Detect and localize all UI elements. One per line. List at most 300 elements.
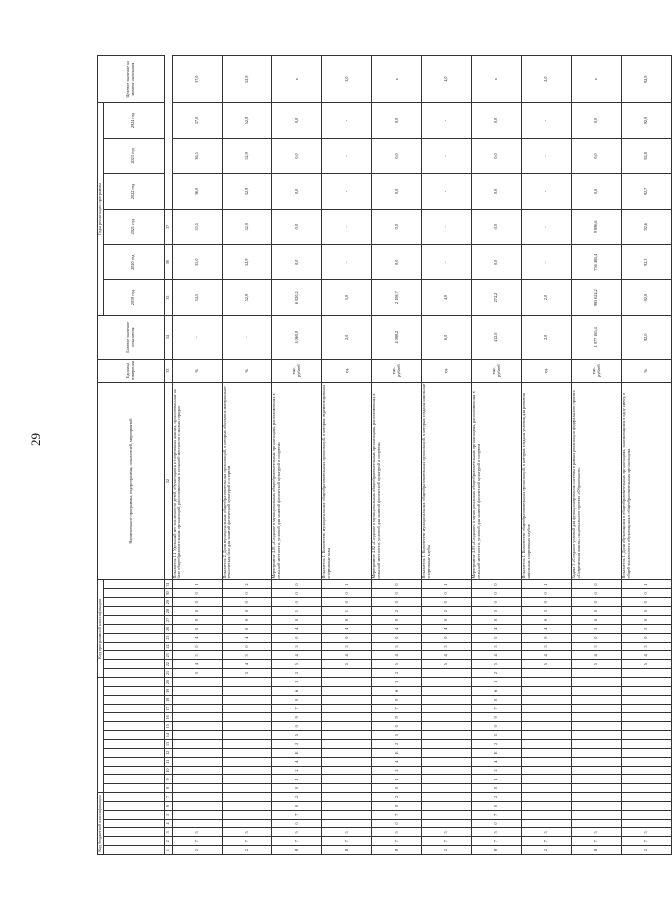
code-digit: 0 <box>272 589 322 598</box>
code-digit: 0 <box>472 633 522 642</box>
code-digit: 7 <box>622 837 672 846</box>
row-value-2022: 92,7 <box>622 174 672 209</box>
header-code-subcell <box>103 731 164 740</box>
code-digit: 2 <box>222 580 272 589</box>
header-code-subcell <box>103 598 164 607</box>
code-digit <box>172 722 222 731</box>
code-digit <box>522 704 572 713</box>
code-digit <box>522 766 572 775</box>
code-digit <box>222 810 272 819</box>
column-number: 28 <box>164 607 172 616</box>
code-digit <box>522 695 572 704</box>
column-number: 24 <box>164 642 172 651</box>
row-value-2021: - <box>522 209 572 244</box>
row-value-2024: 92,9 <box>622 103 672 138</box>
table-row <box>172 56 222 855</box>
header-code-subcell <box>103 748 164 757</box>
code-digit <box>422 713 472 722</box>
code-digit: 0 <box>372 589 422 598</box>
code-digit <box>222 740 272 749</box>
code-digit: 4 <box>472 757 522 766</box>
column-number: 7 <box>164 793 172 802</box>
code-digit <box>622 713 672 722</box>
code-digit: 0 <box>322 633 372 642</box>
column-number: 6 <box>164 801 172 810</box>
code-digit <box>422 722 472 731</box>
code-digit: 7 <box>322 837 372 846</box>
header-code-subcell <box>103 784 164 793</box>
code-digit <box>522 748 572 757</box>
row-value-2020: 0,0 <box>272 245 322 280</box>
code-digit <box>222 748 272 757</box>
header-code-subcell <box>103 757 164 766</box>
row-value-2024: - <box>422 103 472 138</box>
code-digit: 0 <box>172 642 222 651</box>
code-digit <box>422 819 472 828</box>
code-digit <box>622 748 672 757</box>
code-digit: 8 <box>372 846 422 855</box>
row-value-2019: 3,0 <box>322 280 372 315</box>
code-digit: 0 <box>372 598 422 607</box>
code-digit: 5 <box>322 642 372 651</box>
code-digit <box>172 757 222 766</box>
code-digit <box>622 695 672 704</box>
row-final-value: х <box>572 56 622 103</box>
code-digit: 5 <box>522 642 572 651</box>
header-final: Целевое значение на момент окончания <box>98 56 165 103</box>
code-digit <box>572 748 622 757</box>
code-digit: 0 <box>372 616 422 625</box>
code-digit: Е <box>372 748 422 757</box>
code-digit: 8 <box>322 846 372 855</box>
code-digit: 7 <box>572 837 622 846</box>
code-digit <box>322 704 372 713</box>
row-value-2024: 37,0 <box>172 103 222 138</box>
code-digit <box>572 722 622 731</box>
row-unit: тыс. рублей <box>372 359 422 382</box>
code-digit <box>572 704 622 713</box>
code-digit: 0 <box>272 598 322 607</box>
code-digit <box>322 784 372 793</box>
header-code-group: Код бюджетной классификации <box>98 793 104 855</box>
header-code-subcell <box>103 580 164 589</box>
row-value-2020: 0,0 <box>472 245 522 280</box>
code-digit: 5 <box>372 828 422 837</box>
row-name: Мероприятие 4.02 «Создание в муниципальных общеобразовательных организациях, расположенных в сельской местности, условий для занятий физической культурой и спортом» <box>372 382 422 580</box>
code-digit <box>222 784 272 793</box>
column-number: 26 <box>164 624 172 633</box>
code-digit: 0 <box>172 624 222 633</box>
row-final-value: 2,0 <box>522 56 572 103</box>
row-value-2023: 52,9 <box>222 138 272 173</box>
row-value-2023: 36,5 <box>172 138 222 173</box>
code-digit <box>322 766 372 775</box>
code-digit: 7 <box>422 837 472 846</box>
code-digit <box>172 775 222 784</box>
code-digit: 0 <box>522 616 572 625</box>
row-name: Показатель 1. Доля обучающихся в общеобразовательных организациях, занимающихся в одну смену, в общей численности обучающихся в общеобразовательных организациях <box>622 382 672 580</box>
code-digit <box>522 722 572 731</box>
row-value-2020: 92,3 <box>622 245 672 280</box>
code-digit: 2 <box>272 793 322 802</box>
code-digit: 4 <box>372 624 422 633</box>
row-value-2022: - <box>322 174 372 209</box>
code-digit <box>222 801 272 810</box>
code-digit: 1 <box>322 580 372 589</box>
code-digit <box>422 784 472 793</box>
code-digit: 0 <box>472 819 522 828</box>
column-number: 29 <box>164 598 172 607</box>
code-digit: 6 <box>372 686 422 695</box>
code-digit: 3 <box>472 607 522 616</box>
column-number: 22 <box>164 660 172 669</box>
row-base-value: 4 060,0 <box>272 315 322 359</box>
row-unit: % <box>622 359 672 382</box>
row-name: Показатель 1. Количество общеобразовательных организаций, в которых созданы условия для развития школьных спортивных клубов <box>522 382 572 580</box>
row-value-2022: 36,0 <box>172 174 222 209</box>
row-base-value: 6,0 <box>422 315 472 359</box>
code-digit: 2 <box>272 669 322 678</box>
code-digit <box>322 740 372 749</box>
code-digit <box>222 704 272 713</box>
code-digit: 2 <box>372 607 422 616</box>
table-row <box>272 56 322 855</box>
header-year-1: 2020 год <box>103 245 164 280</box>
code-digit: 0 <box>572 598 622 607</box>
code-digit: 5 <box>372 660 422 669</box>
column-number: 11 <box>164 757 172 766</box>
column-number: 3 <box>164 828 172 837</box>
column-number: 21 <box>164 669 172 678</box>
code-digit: 0 <box>622 598 672 607</box>
column-number: 14 <box>164 731 172 740</box>
code-digit: 5 <box>572 642 622 651</box>
row-value-2020: 52,9 <box>222 245 272 280</box>
row-value-2019: 6 020,2 <box>272 280 322 315</box>
row-value-2022: 0,0 <box>572 174 622 209</box>
code-digit <box>222 775 272 784</box>
code-digit: 0 <box>272 819 322 828</box>
code-digit: 1 <box>422 580 472 589</box>
column-number: 27 <box>164 616 172 625</box>
code-digit: 5 <box>622 624 672 633</box>
row-value-2021: 52,9 <box>222 209 272 244</box>
row-value-2020: 0,0 <box>372 245 422 280</box>
code-digit: 0 <box>572 589 622 598</box>
code-digit <box>522 757 572 766</box>
code-digit <box>172 704 222 713</box>
header-code-subcell <box>103 846 164 855</box>
header-code-subcell <box>103 677 164 686</box>
column-number: 32 <box>164 382 172 580</box>
code-digit: 0 <box>372 784 422 793</box>
code-digit: 1 <box>622 580 672 589</box>
row-value-2022: 0,0 <box>272 174 322 209</box>
code-digit: 8 <box>472 846 522 855</box>
code-digit <box>322 775 372 784</box>
code-digit: 0 <box>472 616 522 625</box>
code-digit <box>622 740 672 749</box>
code-digit: 7 <box>472 837 522 846</box>
row-value-2021: - <box>422 209 472 244</box>
header-unit: Единица измерения <box>98 359 165 382</box>
row-value-2023: 0,0 <box>372 138 422 173</box>
code-digit: 2 <box>472 793 522 802</box>
code-digit: 2 <box>172 846 222 855</box>
code-digit: 0 <box>572 633 622 642</box>
code-digit <box>522 686 572 695</box>
row-value-2024: 0,0 <box>572 103 622 138</box>
code-digit: 1 <box>472 677 522 686</box>
code-digit: 4 <box>372 651 422 660</box>
code-digit <box>622 704 672 713</box>
row-value-2020: 35,0 <box>172 245 222 280</box>
code-digit <box>622 669 672 678</box>
code-digit: 0 <box>372 801 422 810</box>
code-digit: 4 <box>222 660 272 669</box>
code-digit: 4 <box>422 624 472 633</box>
row-final-value: х <box>272 56 322 103</box>
code-digit <box>322 722 372 731</box>
code-digit: 2 <box>372 669 422 678</box>
code-digit: Е <box>272 748 322 757</box>
code-digit <box>422 775 472 784</box>
code-digit <box>222 757 272 766</box>
code-digit: 4 <box>622 651 672 660</box>
code-digit <box>622 757 672 766</box>
code-digit: 8 <box>272 846 322 855</box>
code-digit: 4 <box>172 660 222 669</box>
header-code-subcell <box>103 704 164 713</box>
code-digit <box>522 731 572 740</box>
header-code-subcell <box>103 607 164 616</box>
code-digit: 0 <box>372 695 422 704</box>
row-value-2023: 92,8 <box>622 138 672 173</box>
code-digit: 4 <box>372 757 422 766</box>
row-value-2019: 4,0 <box>422 280 472 315</box>
row-name: Показатель 1. Количество муниципальных общеобразовательных организаций, в которых созданы школьные спортивные клубы <box>422 382 472 580</box>
column-number: 23 <box>164 651 172 660</box>
row-value-2024: 0,0 <box>472 103 522 138</box>
row-value-2023: - <box>322 138 372 173</box>
code-digit: 5 <box>572 828 622 837</box>
header-code-subcell <box>103 793 164 802</box>
code-digit: 0 <box>372 722 422 731</box>
code-digit <box>622 731 672 740</box>
code-digit <box>522 793 572 802</box>
code-digit: 2 <box>372 793 422 802</box>
row-value-2022: 0,0 <box>472 174 522 209</box>
code-digit <box>172 695 222 704</box>
row-value-2024: 0,0 <box>372 103 422 138</box>
row-unit: тыс. рублей <box>572 359 622 382</box>
header-name: Наименование программы, подпрограммы, показателей, мероприятий <box>98 382 165 580</box>
column-number: 20 <box>164 677 172 686</box>
code-digit: 1 <box>372 775 422 784</box>
code-digit <box>522 810 572 819</box>
code-digit <box>222 731 272 740</box>
code-digit <box>322 801 372 810</box>
code-digit: 0 <box>472 801 522 810</box>
row-final-value: 37,0 <box>172 56 222 103</box>
code-digit: 0 <box>572 607 622 616</box>
column-number: 1 <box>164 846 172 855</box>
code-digit <box>422 757 472 766</box>
column-number: 5 <box>164 810 172 819</box>
code-digit <box>572 695 622 704</box>
code-digit: 1 <box>472 775 522 784</box>
header-program-code-group: Код программной классификации <box>98 580 104 677</box>
row-value-2019: 985 624,2 <box>572 280 622 315</box>
code-digit <box>172 677 222 686</box>
row-value-2019: 274,2 <box>472 280 522 315</box>
code-digit: 0 <box>572 616 622 625</box>
column-number: 18 <box>164 695 172 704</box>
row-value-2019: 34,5 <box>172 280 222 315</box>
row-value-2019: 2 108,7 <box>372 280 422 315</box>
code-digit: 7 <box>272 837 322 846</box>
code-digit: 5 <box>472 660 522 669</box>
code-digit <box>622 677 672 686</box>
code-digit <box>522 677 572 686</box>
row-value-2021: 9 896,6 <box>572 209 622 244</box>
code-digit: 5 <box>172 669 222 678</box>
code-digit: 0 <box>472 589 522 598</box>
column-number: 25 <box>164 633 172 642</box>
code-digit <box>522 713 572 722</box>
code-digit: 7 <box>172 837 222 846</box>
code-digit <box>572 819 622 828</box>
code-digit: 5 <box>622 828 672 837</box>
header-code-subcell <box>103 740 164 749</box>
code-digit <box>322 686 372 695</box>
code-digit: 0 <box>472 580 522 589</box>
column-number: 4 <box>164 819 172 828</box>
code-digit: 4 <box>172 633 222 642</box>
code-digit <box>622 686 672 695</box>
code-digit: 5 <box>172 651 222 660</box>
table-row <box>322 56 372 855</box>
code-digit: 5 <box>622 660 672 669</box>
row-value-2021: 0,0 <box>472 209 522 244</box>
row-name: Показатель 1. Количество муниципальных общеобразовательных организаций, в которых отремонтированы спортивные залы <box>322 382 372 580</box>
code-digit: 0 <box>372 633 422 642</box>
table-row <box>472 56 522 855</box>
column-number: 33 <box>164 359 172 382</box>
row-value-2023: 0,0 <box>572 138 622 173</box>
code-digit: 2 <box>622 846 672 855</box>
code-digit: 0 <box>422 598 472 607</box>
code-digit <box>172 766 222 775</box>
code-digit <box>222 677 272 686</box>
code-digit: 4 <box>222 633 272 642</box>
code-digit: 0 <box>272 801 322 810</box>
page-number: 29 <box>28 433 43 446</box>
code-digit: 0 <box>222 589 272 598</box>
header-code-subcell <box>103 766 164 775</box>
code-digit: 2 <box>272 740 322 749</box>
code-digit <box>522 784 572 793</box>
column-number: 16 <box>164 713 172 722</box>
row-value-2021: 35,5 <box>172 209 222 244</box>
header-code-subcell <box>103 775 164 784</box>
row-value-2020: - <box>422 245 472 280</box>
row-base-value: 412,0 <box>472 315 522 359</box>
code-digit: 2 <box>372 766 422 775</box>
code-digit: 2 <box>222 846 272 855</box>
code-digit: 0 <box>272 784 322 793</box>
code-digit <box>572 766 622 775</box>
code-digit <box>422 704 472 713</box>
code-digit <box>572 784 622 793</box>
row-unit: тыс. рублей <box>272 359 322 382</box>
code-digit <box>622 722 672 731</box>
row-base-value: 92,0 <box>622 315 672 359</box>
code-digit: 5 <box>172 828 222 837</box>
code-digit <box>172 686 222 695</box>
row-value-2020: 756 485,4 <box>572 245 622 280</box>
code-digit: 4 <box>522 651 572 660</box>
row-value-2021: 0,0 <box>372 209 422 244</box>
code-digit: 6 <box>272 686 322 695</box>
row-value-2019: 92,0 <box>622 280 672 315</box>
header-year-3: 2022 год <box>103 174 164 209</box>
code-digit: 0 <box>472 784 522 793</box>
header-base: Базовое значение показателя <box>98 315 165 359</box>
code-digit: 1 <box>272 677 322 686</box>
row-final-value: 4,0 <box>422 56 472 103</box>
code-digit: 0 <box>172 589 222 598</box>
row-value-2024: 0,0 <box>272 103 322 138</box>
header-code-subcell <box>103 624 164 633</box>
code-digit <box>572 686 622 695</box>
code-digit <box>622 784 672 793</box>
column-number: 37 <box>164 209 172 244</box>
row-base-value: 2,0 <box>322 315 372 359</box>
header-code-subcell <box>103 589 164 598</box>
row-value-2021: 0,0 <box>272 209 322 244</box>
column-number: 9 <box>164 775 172 784</box>
code-digit: 0 <box>622 589 672 598</box>
code-digit <box>222 819 272 828</box>
header-code-subcell <box>103 828 164 837</box>
code-digit: 7 <box>472 810 522 819</box>
code-digit: 5 <box>522 660 572 669</box>
row-value-2023: - <box>522 138 572 173</box>
column-number: 15 <box>164 722 172 731</box>
code-digit: 4 <box>272 651 322 660</box>
code-digit: 0 <box>322 598 372 607</box>
code-digit <box>422 766 472 775</box>
table-row <box>572 56 622 855</box>
code-digit <box>422 731 472 740</box>
row-base-value: - <box>172 315 222 359</box>
code-digit: 2 <box>372 740 422 749</box>
header-code-subcell <box>103 660 164 669</box>
code-digit <box>572 713 622 722</box>
code-digit: 5 <box>472 642 522 651</box>
row-value-2023: 0,0 <box>272 138 322 173</box>
code-digit <box>422 793 472 802</box>
code-digit <box>572 757 622 766</box>
code-digit <box>172 801 222 810</box>
code-digit: 5 <box>472 731 522 740</box>
code-digit <box>622 819 672 828</box>
code-digit: 0 <box>272 722 322 731</box>
code-digit: 7 <box>372 704 422 713</box>
code-digit <box>622 801 672 810</box>
code-digit: 4 <box>572 651 622 660</box>
